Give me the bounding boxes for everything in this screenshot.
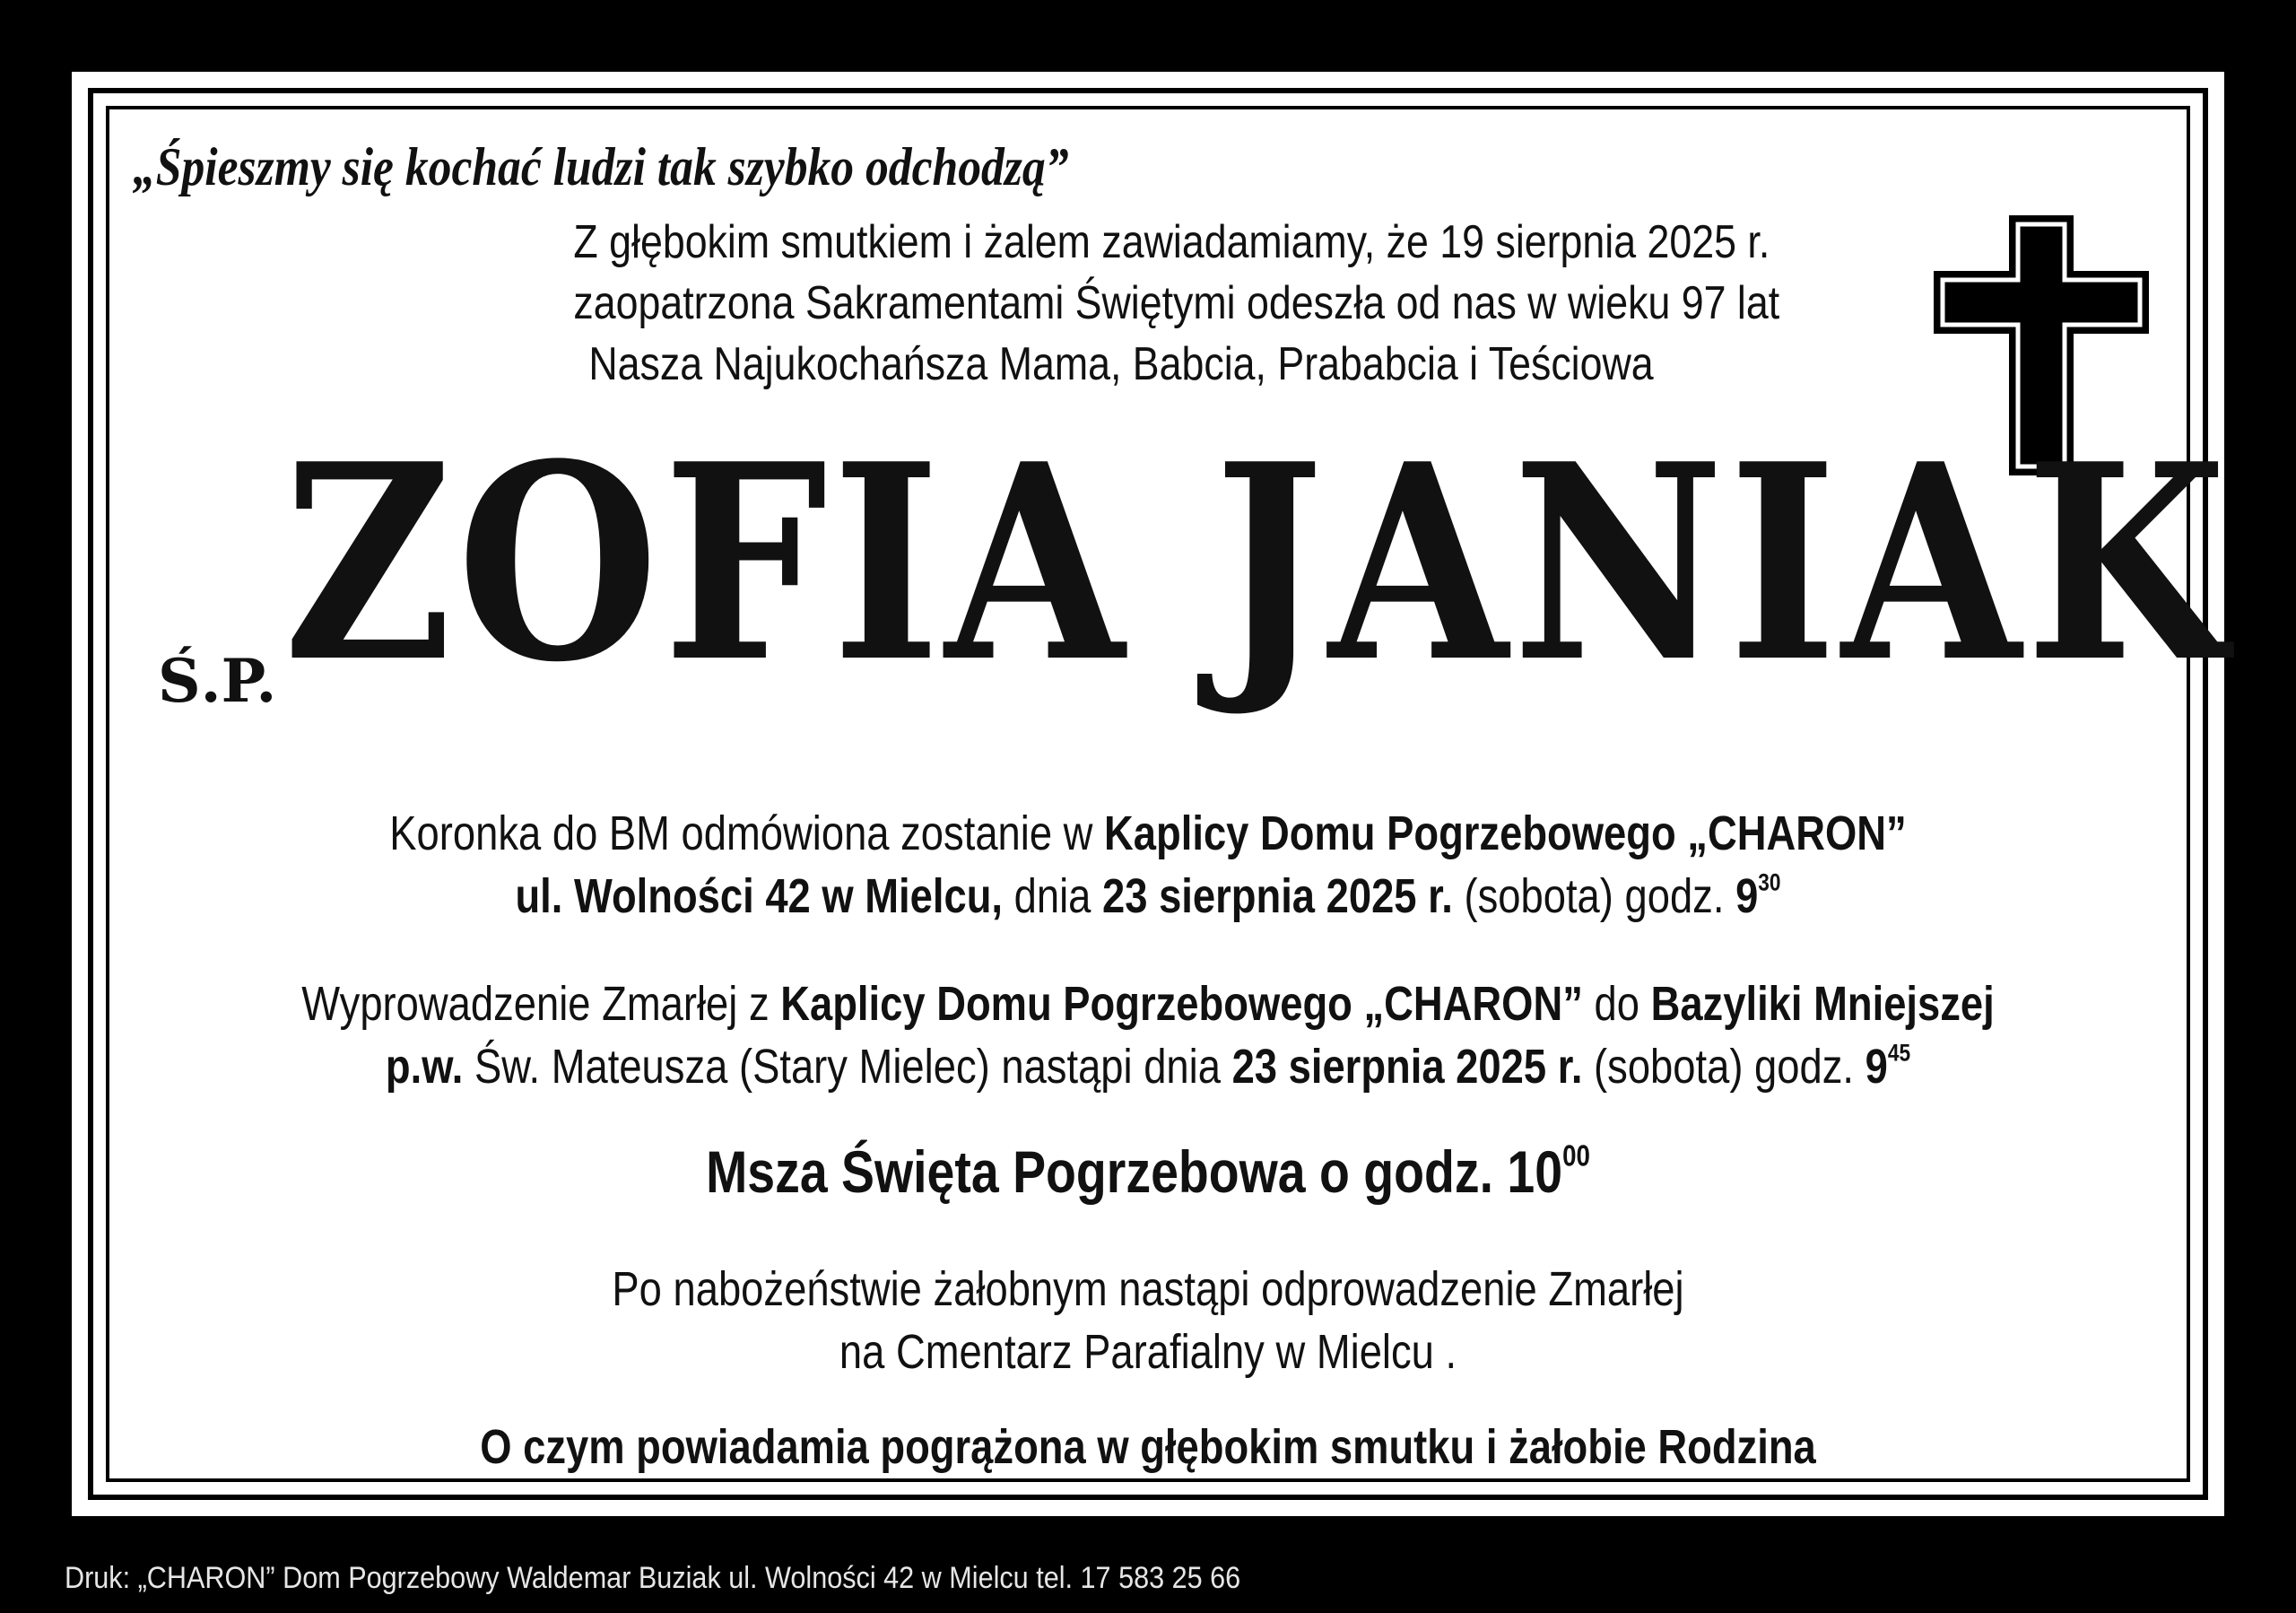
obituary-card bbox=[72, 72, 2232, 1516]
after-line-2: na Cmentarz Parafialny w Mielcu . bbox=[839, 1325, 1457, 1379]
rosary-line-2: ul. Wolności 42 w Mielcu, dnia 23 sierpnia 2025 r. (sobota) godz. $9^{30}$ bbox=[515, 868, 1781, 923]
procession-line-1: Wyprowadzenie Zmarłej z Kaplicy Domu Pogrzebowego „CHARON” do Bazyliki Mniejszej bbox=[301, 977, 1995, 1031]
after-line-1: Po nabożeństwie żałobnym nastąpi odprowadzenie Zmarłej bbox=[612, 1262, 1684, 1316]
print-credit: Druk: „CHARON” Dom Pogrzebowy Waldemar Buziak ul. Wolności 42 w Mielcu tel. 17 583 25 66 bbox=[65, 1561, 1241, 1595]
name-prefix: Ś.P. bbox=[158, 646, 277, 716]
intro-line-2: zaopatrzona Sakramentami Świętymi odeszła od nas w wieku 97 lat bbox=[573, 277, 1780, 329]
deceased-name: ZOFIA JANIAK bbox=[283, 405, 2232, 721]
mass-line: Msza Święta Pogrzebowa o godz. $10^{00}$ bbox=[706, 1138, 1590, 1205]
epigraph-quote: „Śpieszmy się kochać ludzi tak szybko odchodzą” bbox=[133, 137, 1069, 196]
closing-line: O czym powiadamia pogrążona w głębokim smutku i żałobie Rodzina bbox=[480, 1420, 1816, 1474]
intro-line-1: Z głębokim smutkiem i żalem zawiadamiamy, że 19 sierpnia 2025 r. bbox=[573, 216, 1770, 268]
intro-line-3: Nasza Najukochańsza Mama, Babcia, Prababcia i Teściowa bbox=[588, 338, 1654, 390]
rosary-line-1: Koronka do BM odmówiona zostanie w Kaplicy Domu Pogrzebowego „CHARON” bbox=[389, 806, 1907, 860]
procession-line-2: p.w. Św. Mateusza (Stary Mielec) nastąpi dnia 23 sierpnia 2025 r. (sobota) godz. $9^{45}$ bbox=[385, 1039, 1911, 1094]
